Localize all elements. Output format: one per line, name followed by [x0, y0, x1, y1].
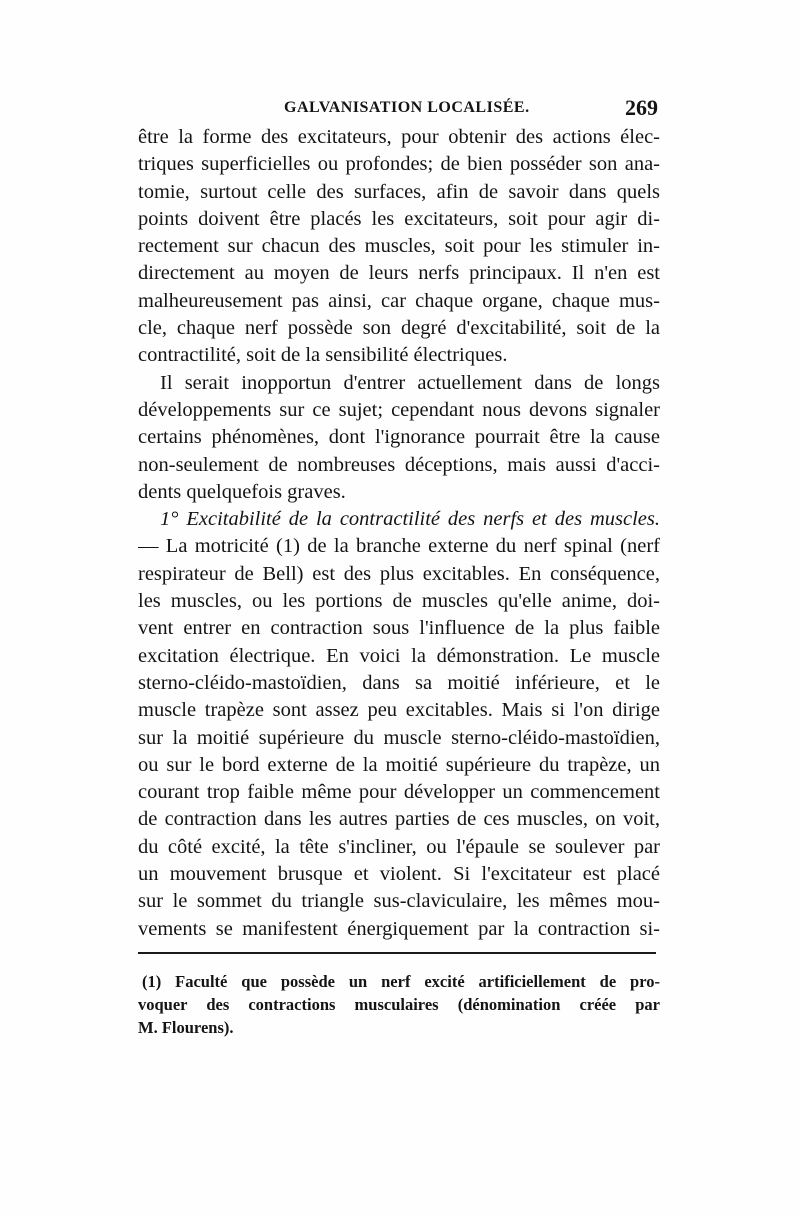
- page-number: 269: [625, 95, 658, 120]
- text-line: vent entrer en contraction sous l'influence de la plus faible: [138, 617, 660, 640]
- text-line: sur la moitié supérieure du muscle sterno-cléido-mastoïdien,: [138, 726, 660, 749]
- running-header: [138, 97, 660, 123]
- text-line: courant trop faible même pour développer un commencement: [138, 781, 660, 804]
- text-line: respirateur de Bell) est des plus excitables. En conséquence,: [138, 562, 660, 585]
- text-line: être la forme des excitateurs, pour obtenir des actions élec-: [138, 126, 660, 148]
- paragraph-end-line: contractilité, soit de la sensibilité électriques.: [138, 344, 508, 367]
- text-line: sterno-cléido-mastoïdien, dans sa moitié inférieure, et le: [138, 671, 660, 694]
- footnote: [138, 970, 660, 1039]
- text-line: de contraction dans les autres parties de ces muscles, on voit,: [138, 808, 660, 831]
- text-line: points doivent être placés les excitateurs, soit pour agir di-: [138, 207, 660, 230]
- text-line: développements sur ce sujet; cependant nous devons signaler: [138, 398, 660, 421]
- text-line: un mouvement brusque et violent. Si l'excitateur est placé: [138, 863, 660, 886]
- text-line: cle, chaque nerf possède son degré d'excitabilité, soit de la: [138, 317, 660, 340]
- text-line: ou sur le bord externe de la moitié supérieure du trapèze, un: [138, 753, 660, 776]
- footnote-line: M. Flourens).: [138, 1018, 234, 1037]
- text-line: vements se manifestent énergiquement par la contraction si-: [138, 917, 660, 940]
- footnote-line: (1) Faculté que possède un nerf excité artificiellement de pro-: [142, 972, 660, 991]
- text-line: les muscles, ou les portions de muscles qu'elle anime, doi-: [138, 590, 660, 613]
- text-line: — La motricité (1) de la branche externe du nerf spinal (nerf: [138, 535, 660, 558]
- text-line: non-seulement de nombreuses déceptions, mais aussi d'acci-: [138, 453, 660, 476]
- text-line: rectement sur chacun des muscles, soit pour les stimuler in-: [138, 235, 660, 258]
- text-line: excitation électrique. En voici la démonstration. Le muscle: [138, 644, 660, 667]
- text-line: muscle trapèze sont assez peu excitables. Mais si l'on dirige: [138, 699, 660, 722]
- paragraph-start-line: Il serait inopportun d'entrer actuellement dans de longs: [160, 371, 660, 394]
- text-line: du côté excité, la tête s'incliner, ou l'épaule se soulever par: [138, 835, 660, 858]
- footnote-divider: [138, 952, 656, 954]
- body-text: [138, 124, 660, 943]
- text-line: tomie, surtout celle des surfaces, afin de savoir dans quels: [138, 180, 660, 203]
- text-line: certains phénomènes, dont l'ignorance pourrait être la cause: [138, 426, 660, 449]
- running-title: GALVANISATION LOCALISÉE.: [284, 99, 530, 116]
- text-line: triques superficielles ou profondes; de bien posséder son ana-: [138, 153, 660, 176]
- text-line: sur le sommet du triangle sus-claviculaire, les mêmes mou-: [138, 890, 660, 913]
- paragraph-end-line: dents quelquefois graves.: [138, 480, 346, 503]
- text-line: malheureusement pas ainsi, car chaque organe, chaque mus-: [138, 289, 660, 312]
- footnote-line: voquer des contractions musculaires (dénomination créée par: [138, 995, 660, 1014]
- text-line: directement au moyen de leurs nerfs principaux. Il n'en est: [138, 262, 660, 285]
- section-heading-line: 1° Excitabilité de la contractilité des nerfs et des muscles.: [160, 508, 660, 531]
